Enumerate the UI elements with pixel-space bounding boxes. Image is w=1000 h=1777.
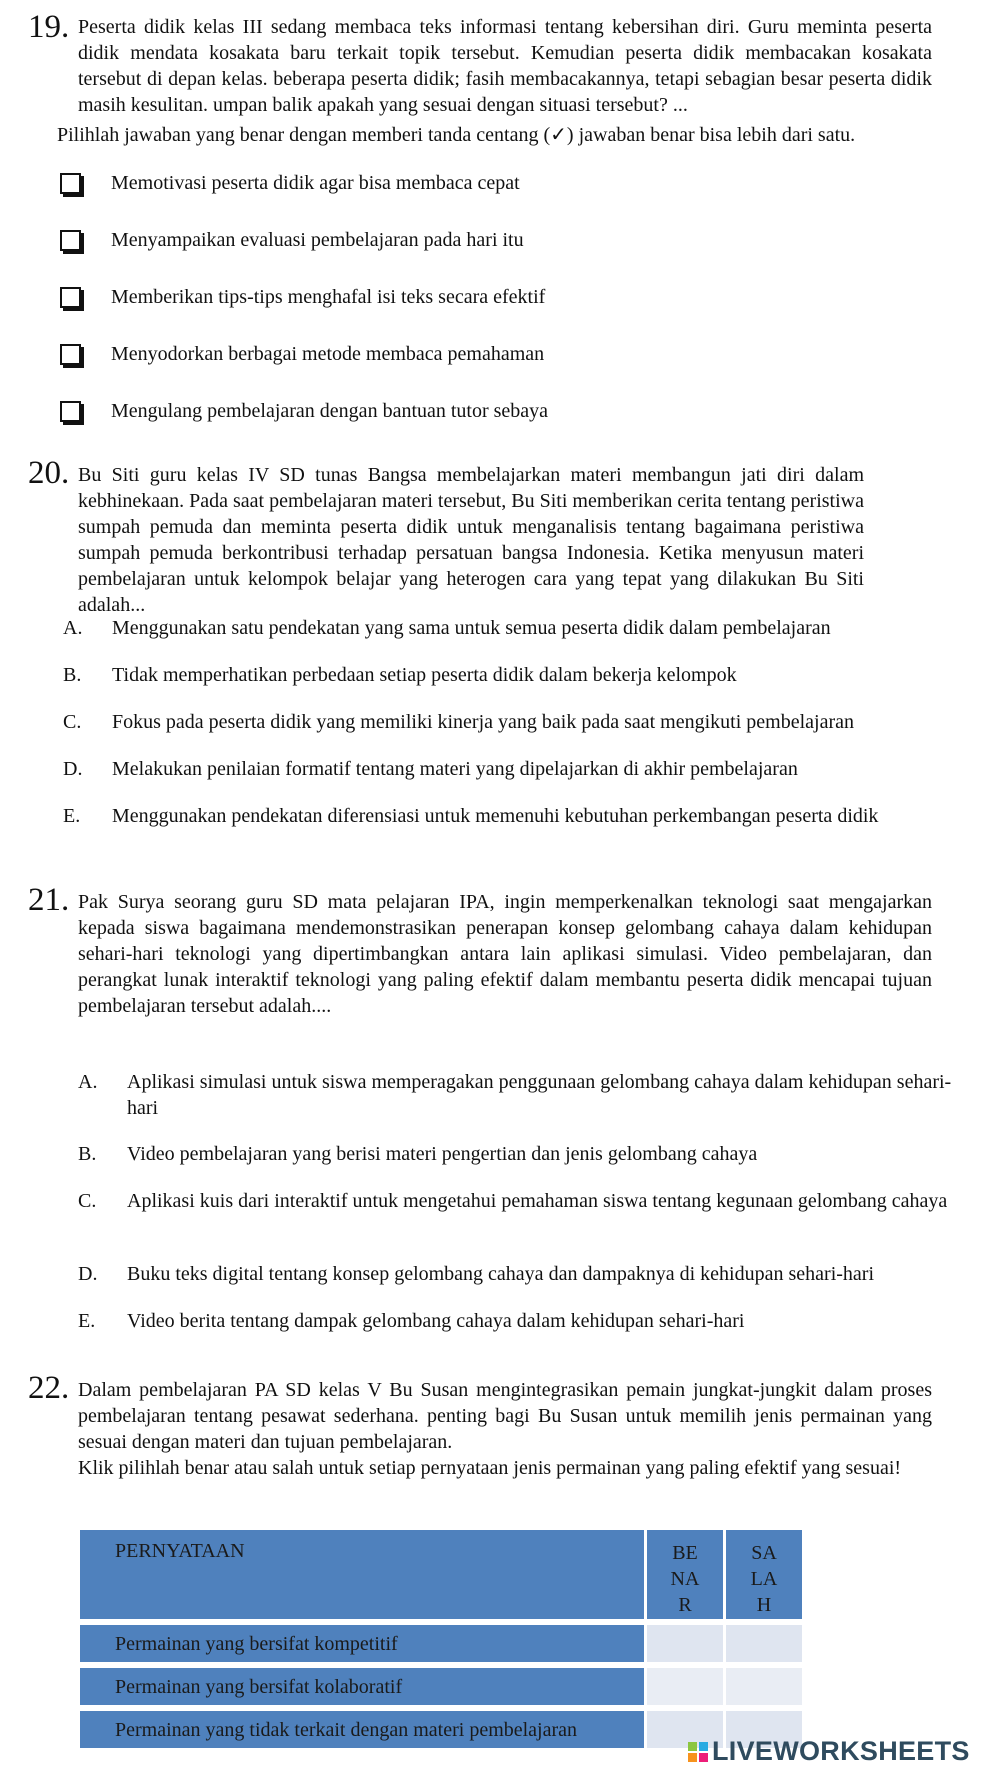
question-22-instruction: Klik pilihlah benar atau salah untuk setiap pernyataan jenis permainan yang paling efektif yang sesuai! bbox=[78, 1457, 902, 1479]
option-letter: E. bbox=[63, 805, 81, 827]
header-benar-part: NA bbox=[670, 1568, 700, 1590]
q19-option-label: Memberikan tips-tips menghafal isi teks secara efektif bbox=[111, 286, 546, 308]
option-text: Buku teks digital tentang konsep gelombang cahaya dan dampaknya di kehidupan sehari-hari bbox=[127, 1263, 875, 1285]
question-19-number: 19. bbox=[28, 9, 70, 45]
question-19-text: Peserta didik kelas III sedang membaca teks informasi tentang kebersihan diri. Guru meminta peserta didik mendata kosakata baru terkait topik tersebut. Kemudian peserta didik membacakan kosakata tersebut di depan kelas. beberapa peserta didik; fasih membacakannya, tetapi sebagian besar peserta didik masih kesulitan. umpan balik apakah yang sesuai dengan situasi tersebut? ... bbox=[78, 16, 932, 116]
question-20-number: 20. bbox=[28, 455, 70, 491]
q19-option-label: Menyodorkan berbagai metode membaca pemahaman bbox=[111, 343, 545, 365]
option-letter: C. bbox=[63, 711, 82, 733]
logo-square bbox=[688, 1742, 697, 1751]
q19-option-label: Memotivasi peserta didik agar bisa membaca cepat bbox=[111, 172, 520, 194]
question-21-text: Pak Surya seorang guru SD mata pelajaran IPA, ingin memperkenalkan teknologi saat mengajarkan kepada siswa bagaimana mendemonstrasikan penerapan konsep gelombang cahaya dalam kehidupan sehari-hari teknologi yang dipertimbangkan antara lain aplikasi simulasi. Video pembelajaran, dan perangkat lunak interaktif teknologi yang paling efektif dalam membantu peserta didik mencapai tujuan pembelajaran tersebut adalah.... bbox=[78, 891, 932, 1017]
q21-option-e[interactable] bbox=[78, 1308, 978, 1334]
benar-choice-cell[interactable] bbox=[647, 1625, 723, 1662]
logo-text: LIVEWORKSHEETS bbox=[712, 1736, 970, 1766]
statement-cell: Permainan yang tidak terkait dengan materi pembelajaran bbox=[80, 1711, 644, 1748]
logo-grid-icon bbox=[688, 1742, 708, 1762]
q21-option-d[interactable] bbox=[78, 1261, 978, 1287]
checkbox[interactable] bbox=[60, 173, 81, 194]
option-text: Video pembelajaran yang berisi materi pengertian dan jenis gelombang cahaya bbox=[127, 1143, 758, 1165]
checkbox[interactable] bbox=[60, 287, 81, 308]
question-19-instruction: Pilihlah jawaban yang benar dengan memberi tanda centang (✓) jawaban benar bisa lebih dari satu. bbox=[57, 124, 856, 146]
option-letter: A. bbox=[78, 1071, 98, 1093]
q19-option-3[interactable] bbox=[60, 283, 545, 311]
q19-option-1[interactable] bbox=[60, 169, 520, 197]
option-text: Video berita tentang dampak gelombang cahaya dalam kehidupan sehari-hari bbox=[127, 1310, 745, 1332]
header-benar-part: R bbox=[678, 1594, 692, 1616]
option-text: Aplikasi kuis dari interaktif untuk mengetahui pemahaman siswa tentang kegunaan gelombang cahaya bbox=[127, 1190, 948, 1212]
q19-option-2[interactable] bbox=[60, 226, 524, 254]
q19-option-5[interactable] bbox=[60, 397, 548, 425]
q19-option-4[interactable] bbox=[60, 340, 544, 368]
option-text: Menggunakan pendekatan diferensiasi untuk memenuhi kebutuhan perkembangan peserta didik bbox=[112, 805, 879, 827]
option-letter: B. bbox=[78, 1143, 97, 1165]
true-false-table bbox=[77, 1530, 805, 1748]
header-benar-part: BE bbox=[672, 1542, 698, 1564]
q20-option-c[interactable] bbox=[63, 709, 854, 735]
q21-option-b[interactable] bbox=[78, 1141, 978, 1167]
q19-option-label: Menyampaikan evaluasi pembelajaran pada hari itu bbox=[111, 229, 524, 251]
q20-option-d[interactable] bbox=[63, 756, 798, 782]
statement-cell: Permainan yang bersifat kompetitif bbox=[80, 1625, 644, 1662]
q20-option-a[interactable] bbox=[63, 615, 831, 641]
header-salah-part: H bbox=[756, 1594, 772, 1616]
option-letter: D. bbox=[63, 758, 83, 780]
statement-cell: Permainan yang bersifat kolaboratif bbox=[80, 1668, 644, 1705]
question-22-number: 22. bbox=[28, 1370, 70, 1406]
checkbox[interactable] bbox=[60, 401, 81, 422]
q19-option-label: Mengulang pembelajaran dengan bantuan tutor sebaya bbox=[111, 400, 549, 422]
q20-option-b[interactable] bbox=[63, 662, 737, 688]
liveworksheets-logo bbox=[688, 1736, 970, 1767]
logo-square bbox=[699, 1742, 708, 1751]
logo-square bbox=[688, 1753, 697, 1762]
salah-choice-cell[interactable] bbox=[726, 1668, 802, 1705]
checkbox[interactable] bbox=[60, 230, 81, 251]
question-20-text: Bu Siti guru kelas IV SD tunas Bangsa membelajarkan materi membangun jati diri dalam kebhinekaan. Pada saat pembelajaran materi tersebut, Bu Siti memberikan cerita tentang peristiwa sumpah pemuda dan meminta peserta didik untuk menganalisis tentang bagaimana peristiwa sumpah pemuda berkontribusi terhadap persatuan bangsa Indonesia. Ketika menyusun materi pembelajaran untuk kelompok belajar yang heterogen cara yang tepat yang dilakukan Bu Siti adalah... bbox=[78, 464, 864, 616]
header-salah-part: LA bbox=[750, 1568, 778, 1590]
logo-square bbox=[699, 1753, 708, 1762]
table-header-row bbox=[80, 1530, 802, 1619]
benar-choice-cell[interactable] bbox=[647, 1668, 723, 1705]
option-text: Menggunakan satu pendekatan yang sama untuk semua peserta didik dalam pembelajaran bbox=[112, 617, 831, 639]
table-row bbox=[80, 1668, 802, 1705]
header-statement: PERNYATAAN bbox=[80, 1530, 644, 1619]
header-salah bbox=[726, 1530, 802, 1619]
option-letter: B. bbox=[63, 664, 82, 686]
q20-option-e[interactable] bbox=[63, 803, 878, 829]
option-text: Aplikasi simulasi untuk siswa memperagakan penggunaan gelombang cahaya dalam kehidupan sehari- hari bbox=[127, 1071, 952, 1119]
option-letter: A. bbox=[63, 617, 83, 639]
q21-option-a[interactable] bbox=[78, 1069, 978, 1121]
header-salah-part: SA bbox=[751, 1542, 777, 1564]
checkbox[interactable] bbox=[60, 344, 81, 365]
option-letter: C. bbox=[78, 1190, 97, 1212]
table-row bbox=[80, 1625, 802, 1662]
option-text: Tidak memperhatikan perbedaan setiap peserta didik dalam bekerja kelompok bbox=[112, 664, 737, 686]
salah-choice-cell[interactable] bbox=[726, 1625, 802, 1662]
option-letter: D. bbox=[78, 1263, 98, 1285]
option-letter: E. bbox=[78, 1310, 96, 1332]
question-21-number: 21. bbox=[28, 882, 70, 918]
option-text: Melakukan penilaian formatif tentang materi yang dipelajarkan di akhir pembelajaran bbox=[112, 758, 798, 780]
q21-option-c[interactable] bbox=[78, 1188, 978, 1214]
question-22-text: Dalam pembelajaran PA SD kelas V Bu Susan mengintegrasikan pemain jungkat-jungkit dalam proses pembelajaran tentang pesawat sederhana. penting bagi Bu Susan untuk memilih jenis permainan yang sesuai dengan materi dan tujuan pembelajaran. bbox=[78, 1379, 932, 1453]
header-benar bbox=[647, 1530, 723, 1619]
option-text: Fokus pada peserta didik yang memiliki kinerja yang baik pada saat mengikuti pembelajaran bbox=[112, 711, 855, 733]
